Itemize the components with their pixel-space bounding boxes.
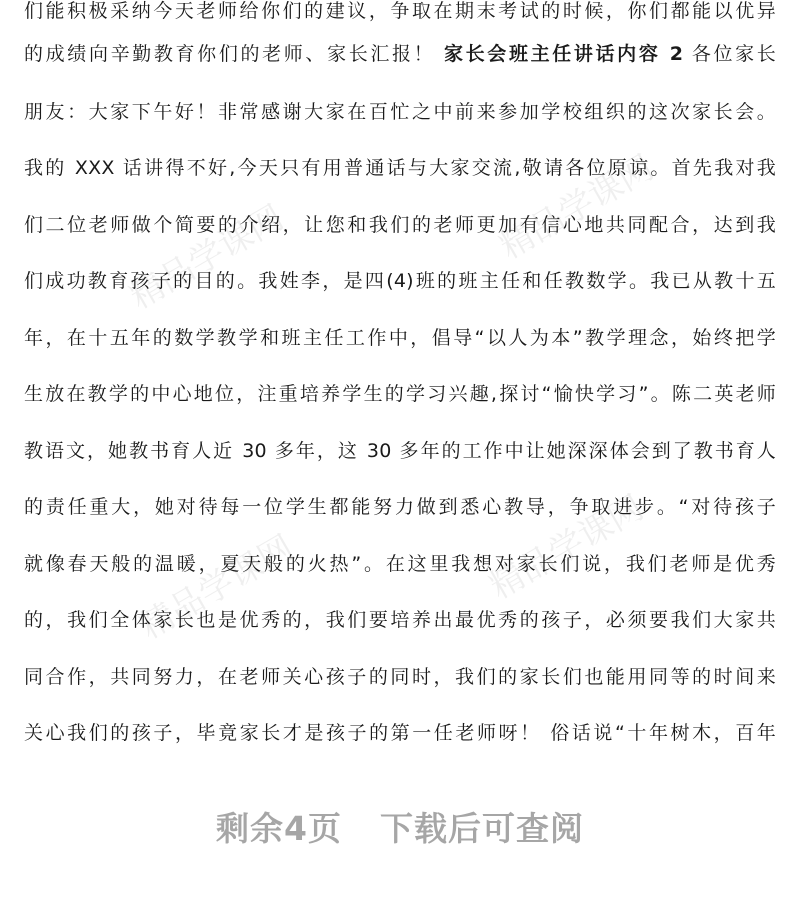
text-line-4 [24, 151, 776, 185]
watermark-1: 精品学课网 [123, 197, 291, 318]
watermark-3: 精品学课网 [133, 527, 301, 648]
text-line-7 [24, 321, 776, 355]
line-text: 年，在十五年的数学教学和班主任工作中，倡导“以人为本”教学理念，始终把学 [24, 327, 776, 349]
text-line-3 [24, 95, 776, 129]
line-text: 生放在教学的中心地位，注重培养学生的学习兴趣,探讨“愉快学习”。陈二英老师 [24, 383, 776, 405]
line-text: 的成绩向辛勤教育你们的老师、家长汇报！ [24, 43, 444, 65]
text-line-14 [24, 716, 776, 750]
line-text: 就像春天般的温暖，夏天般的火热”。在这里我想对家长们说，我们老师是优秀 [24, 553, 776, 575]
text-line-6 [24, 264, 776, 298]
text-line-8 [24, 377, 776, 411]
line-text: 们能积极采纳今天老师给你们的建议，争取在期末考试的时候，你们都能以优异 [24, 0, 776, 22]
line-text: 的，我们全体家长也是优秀的，我们要培养出最优秀的孩子，必须要我们大家共 [24, 609, 776, 631]
watermark-4: 精品学课网 [483, 487, 651, 608]
download-to-view-label: 下载后可查阅 [379, 809, 584, 848]
line-text: 同合作，共同努力，在老师关心孩子的同时，我们的家长们也能用同等的时间来 [24, 666, 776, 688]
text-line-10 [24, 490, 776, 524]
text-line-5 [24, 208, 776, 242]
text-line-13 [24, 660, 776, 694]
watermark-2: 精品学课网 [493, 147, 661, 268]
text-line-12 [24, 603, 776, 637]
line-text: 们成功教育孩子的目的。我姓李，是四(4)班的班主任和任教数学。我已从教十五 [24, 270, 776, 292]
section-heading: 家长会班主任讲话内容 2 [444, 43, 684, 65]
line-text: 朋友：大家下午好！非常感谢大家在百忙之中前来参加学校组织的这次家长会。 [24, 101, 776, 123]
line-text: 关心我们的孩子，毕竟家长才是孩子的第一任老师呀！ 俗话说“十年树木，百年 [24, 722, 776, 744]
text-line-1 [24, 0, 776, 28]
line-text: 我的 XXX 话讲得不好,今天只有用普通话与大家交流,敬请各位原谅。首先我对我 [24, 157, 776, 179]
download-prompt[interactable] [0, 804, 800, 854]
line-text-continued: 各位家长 [683, 43, 776, 65]
remaining-pages-label: 剩余4页 [216, 809, 342, 848]
text-line-2 [24, 37, 776, 71]
line-text: 教语文，她教书育人近 30 多年，这 30 多年的工作中让她深深体会到了教书育人 [24, 440, 776, 462]
line-text: 们二位老师做个简要的介绍，让您和我们的老师更加有信心地共同配合，达到我 [24, 214, 776, 236]
text-line-11 [24, 547, 776, 581]
text-line-9 [24, 434, 776, 468]
line-text: 的责任重大，她对待每一位学生都能努力做到悉心教导，争取进步。“对待孩子 [24, 496, 776, 518]
